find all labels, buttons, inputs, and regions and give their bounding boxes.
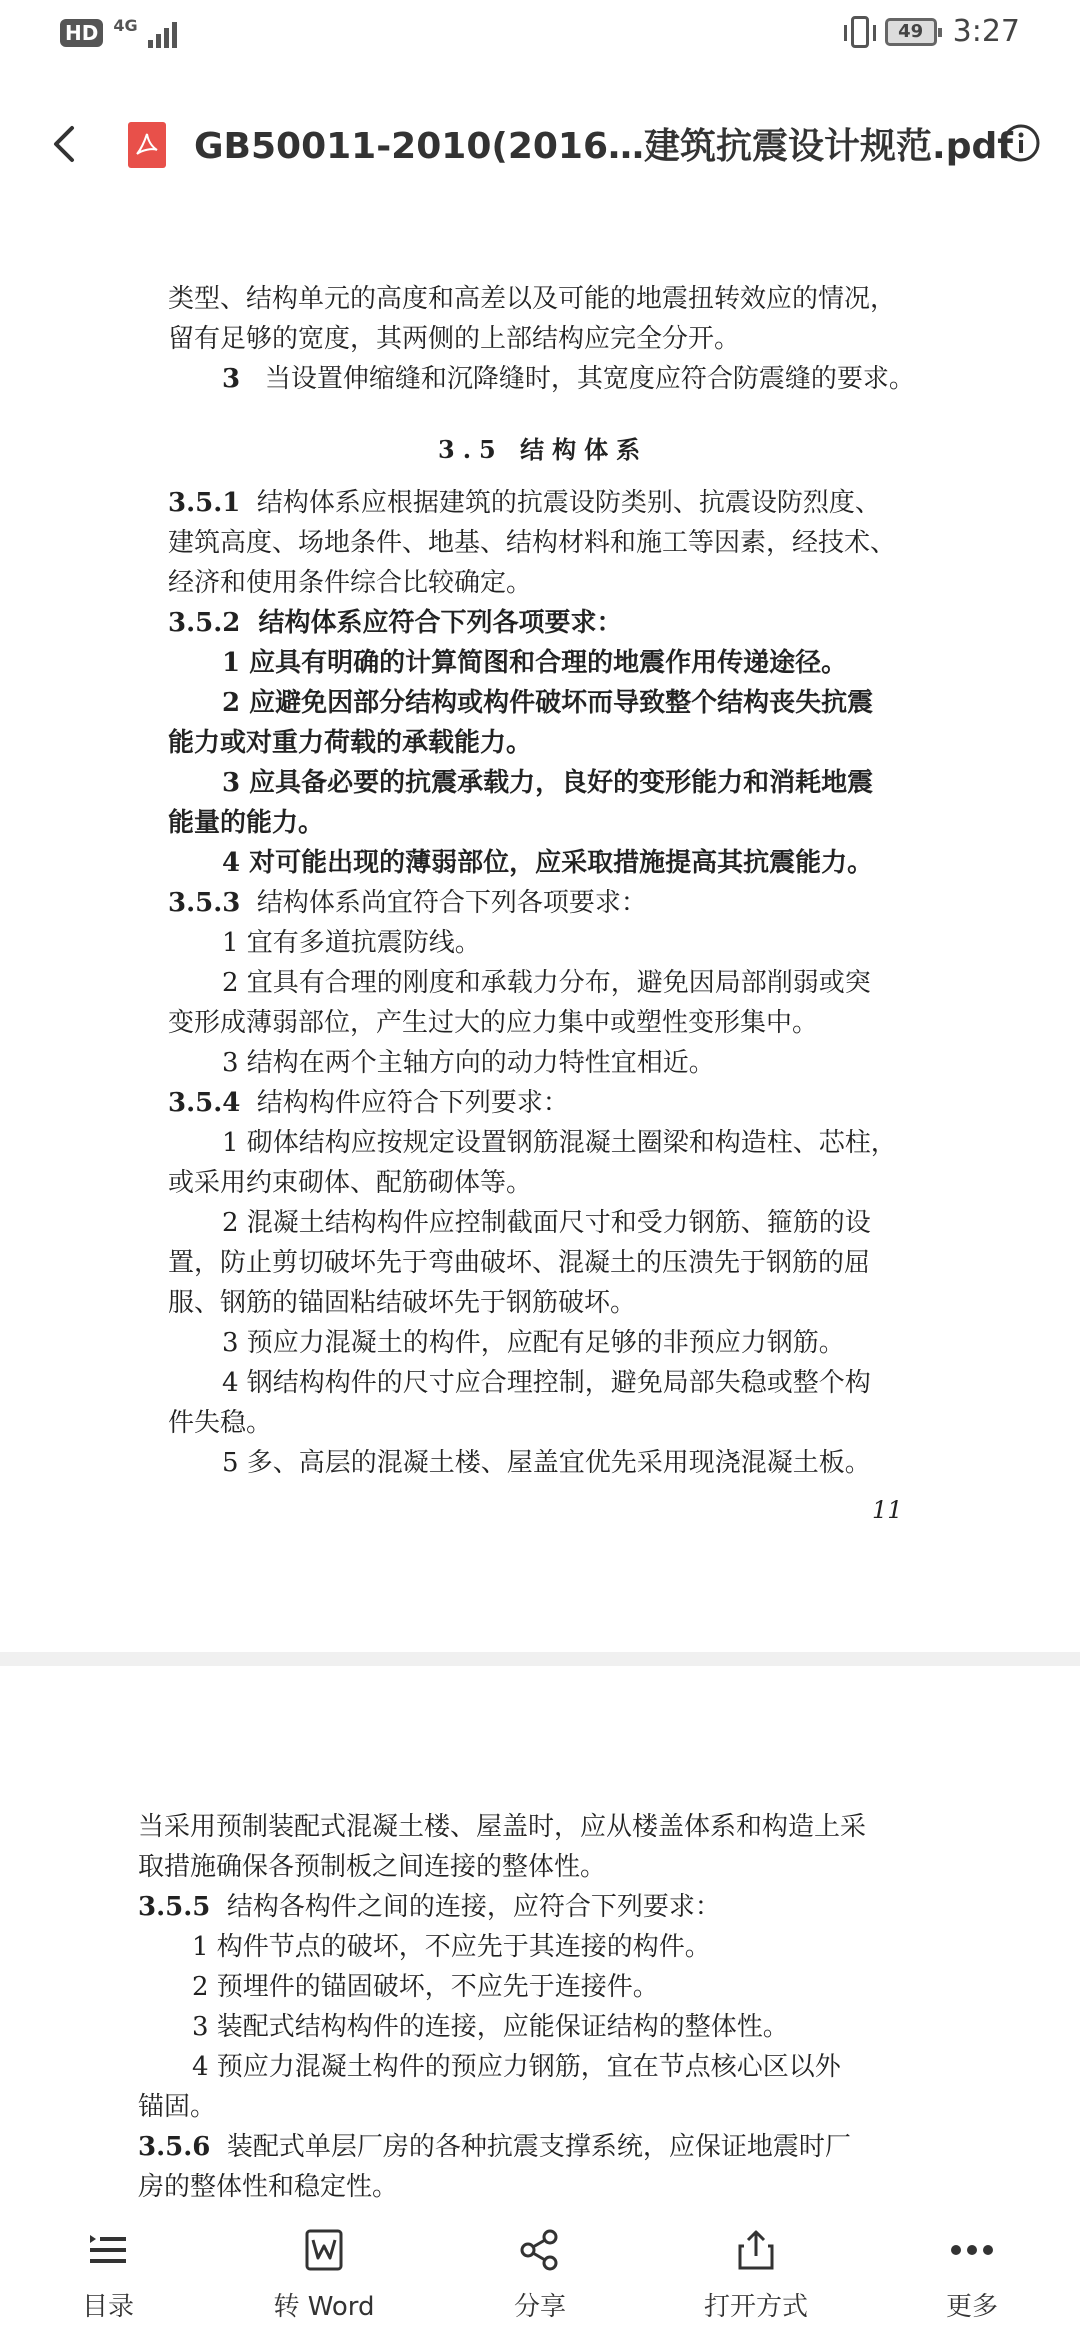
clock: 3:27	[952, 14, 1020, 49]
list-item: 4 预应力混凝土构件的预应力钢筋，宜在节点核心区以外	[192, 2052, 841, 2082]
list-item: 5 多、高层的混凝土楼、屋盖宜优先采用现浇混凝土板。	[222, 1448, 871, 1478]
clause-3-5-4	[168, 1088, 569, 1118]
clause-3-5-1	[168, 488, 881, 518]
document-page-12	[0, 1790, 1080, 2220]
vibrate-icon	[851, 16, 869, 48]
convert-word-button[interactable]	[234, 2224, 414, 2323]
toc-label: 目录	[81, 2292, 134, 2322]
pdf-file-icon	[128, 122, 166, 168]
share-button[interactable]	[450, 2224, 630, 2323]
list-icon	[88, 2233, 128, 2267]
list-item: 4 对可能出现的薄弱部位，应采取措施提高其抗震能力。	[222, 848, 874, 878]
list-item: 4 钢结构构件的尺寸应合理控制，避免局部失稳或整个构	[222, 1368, 871, 1398]
info-icon	[1000, 122, 1042, 164]
more-button[interactable]	[882, 2224, 1062, 2323]
text-line: 能量的能力。	[168, 808, 325, 838]
open-with-button[interactable]	[666, 2224, 846, 2323]
text-line: 建筑高度、场地条件、地基、结构材料和施工等因素，经技术、	[168, 528, 897, 558]
upload-icon	[736, 2228, 776, 2272]
list-item: 2 预埋件的锚固破坏，不应先于连接件。	[192, 1972, 659, 2002]
text-line: 能力或对重力荷载的承载能力。	[168, 728, 533, 758]
clause-text: 结构各构件之间的连接，应符合下列要求：	[226, 1892, 721, 1922]
title-bar	[0, 100, 1080, 190]
item-number: 3	[222, 364, 241, 394]
more-icon	[950, 2244, 994, 2256]
clause-3-5-2	[168, 608, 623, 638]
page-number: 11	[872, 1496, 903, 1524]
clause-3-5-3	[168, 888, 647, 918]
clause-number: 3.5.2	[168, 608, 241, 638]
text-line: 房的整体性和稳定性。	[138, 2172, 399, 2202]
clause-number: 3.5.3	[168, 888, 241, 918]
text-line: 件失稳。	[168, 1408, 273, 1438]
signal-icon	[148, 18, 177, 48]
document-page-11	[0, 270, 1080, 1650]
list-item	[222, 364, 915, 394]
clause-number: 3.5.4	[168, 1088, 241, 1118]
clause-text: 结构体系尚宜符合下列各项要求：	[256, 888, 647, 918]
clause-3-5-5	[138, 1892, 721, 1922]
convert-word-label: 转 Word	[273, 2292, 375, 2322]
list-item: 1 应具有明确的计算简图和合理的地震作用传递途径。	[222, 648, 848, 678]
bottom-toolbar	[0, 2210, 1080, 2340]
list-item: 2 应避免因部分结构或构件破坏而导致整个结构丧失抗震	[222, 688, 874, 718]
share-icon	[518, 2228, 562, 2272]
text-line: 类型、结构单元的高度和高差以及可能的地震扭转效应的情况，	[168, 284, 897, 314]
text-line: 或采用约束砌体、配筋砌体等。	[168, 1168, 533, 1198]
clause-text: 结构构件应符合下列要求：	[256, 1088, 569, 1118]
clause-3-5-6	[138, 2132, 851, 2162]
clause-text: 结构体系应根据建筑的抗震设防类别、抗震设防烈度、	[256, 488, 881, 518]
section-heading: 3.5 结构体系	[438, 435, 649, 464]
list-item: 3 预应力混凝土的构件，应配有足够的非预应力钢筋。	[222, 1328, 845, 1358]
info-button[interactable]	[1000, 122, 1042, 164]
open-with-label: 打开方式	[703, 2292, 808, 2322]
text-line: 服、钢筋的锚固粘结破坏先于钢筋破坏。	[168, 1288, 637, 1318]
clause-number: 3.5.5	[138, 1892, 211, 1922]
list-item: 3 结构在两个主轴方向的动力特性宜相近。	[222, 1048, 715, 1078]
text-line: 置，防止剪切破坏先于弯曲破坏、混凝土的压溃先于钢筋的屈	[168, 1248, 871, 1278]
status-bar	[0, 0, 1080, 72]
text-line: 留有足够的宽度，其两侧的上部结构应完全分开。	[168, 324, 741, 354]
share-label: 分享	[513, 2292, 566, 2322]
clause-number: 3.5.6	[138, 2132, 211, 2162]
clause-number: 3.5.1	[168, 488, 241, 518]
back-button[interactable]	[44, 122, 88, 166]
text-line: 变形成薄弱部位，产生过大的应力集中或塑性变形集中。	[168, 1008, 819, 1038]
list-item: 1 构件节点的破坏，不应先于其连接的构件。	[192, 1932, 711, 1962]
word-icon	[304, 2228, 344, 2272]
battery-icon: 49	[885, 18, 937, 46]
back-icon	[44, 122, 88, 166]
text-line: 经济和使用条件综合比较确定。	[168, 568, 533, 598]
list-item: 2 宜具有合理的刚度和承载力分布，避免因局部削弱或突	[222, 968, 871, 998]
network-type: 4G	[113, 15, 138, 35]
text-line: 取措施确保各预制板之间连接的整体性。	[138, 1852, 607, 1882]
list-item: 3 应具备必要的抗震承载力，良好的变形能力和消耗地震	[222, 768, 874, 798]
list-item: 2 混凝土结构构件应控制截面尺寸和受力钢筋、箍筋的设	[222, 1208, 871, 1238]
document-title: GB50011-2010(2016…建筑抗震设计规范.pdf	[194, 126, 1013, 167]
clause-text: 装配式单层厂房的各种抗震支撑系统，应保证地震时厂	[226, 2132, 851, 2162]
toc-button[interactable]	[18, 2224, 198, 2323]
text-line: 当采用预制装配式混凝土楼、屋盖时，应从楼盖体系和构造上采	[138, 1812, 867, 1842]
clause-text: 结构体系应符合下列各项要求：	[258, 608, 623, 638]
more-label: 更多	[945, 2292, 998, 2322]
item-text: 当设置伸缩缝和沉降缝时，其宽度应符合防震缝的要求。	[264, 364, 915, 394]
page-separator	[0, 1652, 1080, 1666]
list-item: 1 宜有多道抗震防线。	[222, 928, 481, 958]
list-item: 3 装配式结构构件的连接，应能保证结构的整体性。	[192, 2012, 789, 2042]
hd-indicator: HD	[60, 19, 103, 47]
text-line: 锚固。	[138, 2092, 217, 2122]
list-item: 1 砌体结构应按规定设置钢筋混凝土圈梁和构造柱、芯柱，	[222, 1128, 897, 1158]
